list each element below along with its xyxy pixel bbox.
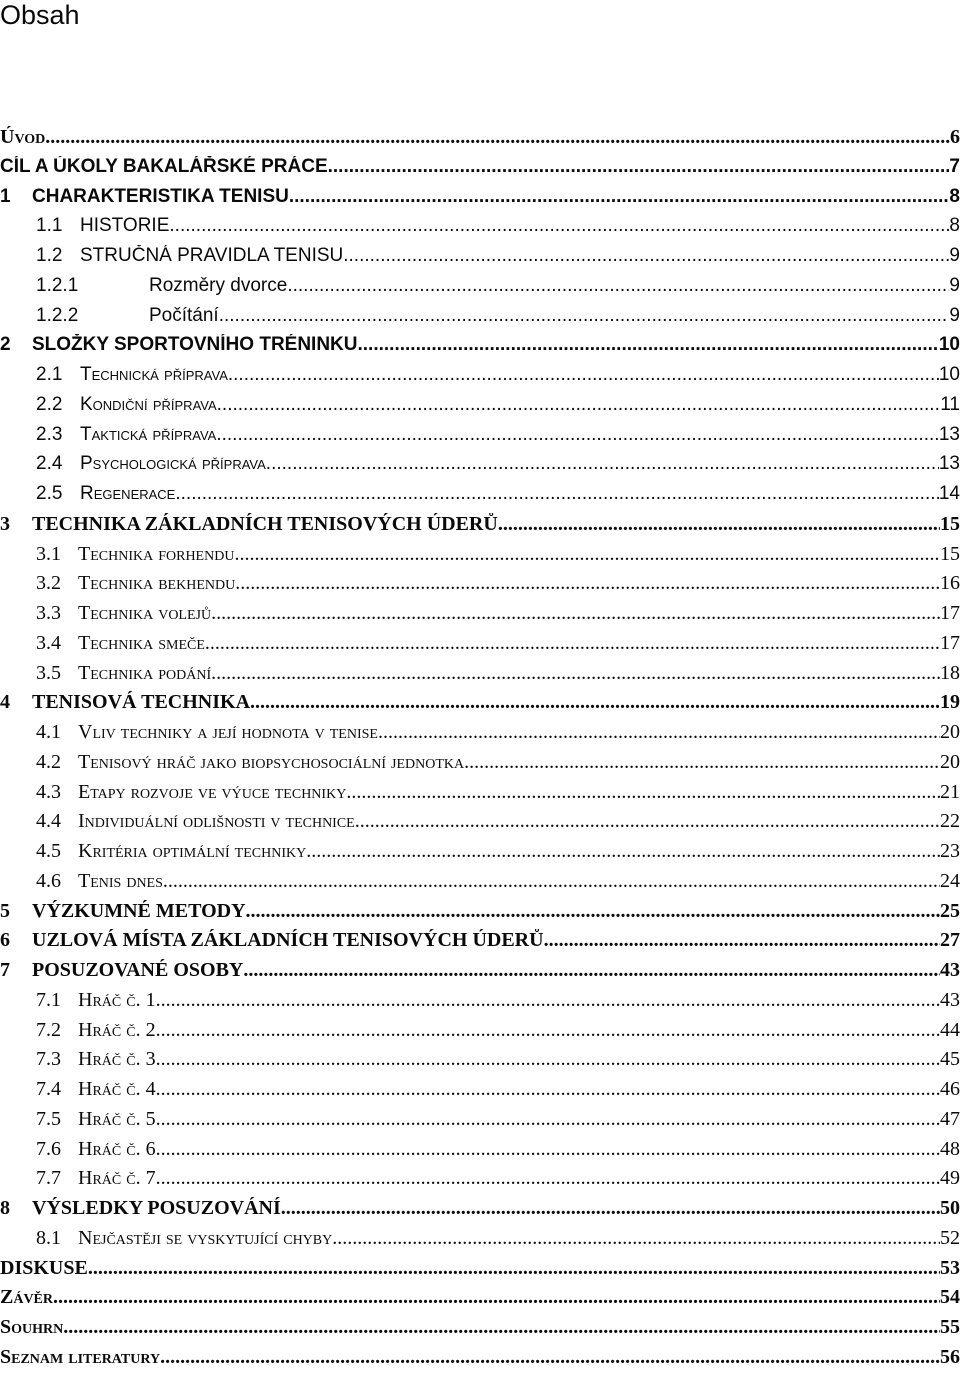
toc-entry-title: Psychologická příprava [80, 453, 266, 475]
toc-page-number: 18 [940, 661, 960, 684]
toc-entry-number: 1.2.1 [36, 274, 79, 296]
toc-entry[interactable] [0, 364, 960, 394]
toc-entry-title: Počítání [149, 304, 219, 326]
toc-entry-number: 6 [0, 929, 10, 952]
toc-page-number: 8 [949, 215, 960, 237]
toc-dot-leader [544, 929, 940, 952]
toc-dot-leader [205, 632, 940, 655]
toc-entry[interactable] [0, 126, 960, 156]
toc-dot-leader [160, 1346, 940, 1369]
toc-entry-number: 3.1 [36, 542, 61, 565]
toc-entry-number: 4.6 [36, 869, 61, 892]
toc-entry[interactable] [0, 186, 960, 216]
toc-entry-number: 7 [0, 959, 10, 981]
toc-entry-title: HISTORIE [80, 215, 170, 237]
toc-entry-number: 4.2 [36, 750, 61, 773]
toc-dot-leader [281, 1197, 940, 1220]
toc-dot-leader [156, 1167, 940, 1190]
toc-entry[interactable] [0, 602, 960, 632]
toc-page-number: 13 [938, 423, 960, 445]
toc-entry-title: Seznam literatury [0, 1345, 161, 1368]
toc-entry[interactable] [0, 1108, 960, 1138]
toc-entry-title: VÝZKUMNÉ METODY [32, 899, 246, 922]
toc-entry-number: 3.3 [36, 602, 61, 624]
toc-dot-leader [234, 543, 940, 566]
toc-entry[interactable] [0, 1346, 960, 1376]
toc-entry-number: 2.3 [36, 423, 63, 445]
toc-page-number: 44 [940, 1018, 960, 1041]
toc-entry-title: Hráč č. 1 [78, 988, 156, 1011]
toc-dot-leader [250, 691, 940, 714]
toc-dot-leader [343, 245, 949, 267]
toc-page-number: 20 [940, 721, 960, 743]
toc-entry[interactable] [0, 156, 960, 186]
toc-page-number: 48 [940, 1137, 960, 1160]
toc-dot-leader [328, 156, 950, 178]
toc-entry-number: 7.5 [36, 1107, 61, 1130]
toc-page-number: 56 [940, 1345, 960, 1368]
toc-dot-leader [266, 453, 939, 475]
toc-page-number: 45 [940, 1048, 960, 1071]
toc-dot-leader [211, 602, 940, 625]
toc-entry-title: Etapy rozvoje ve výuce techniky [78, 780, 347, 803]
toc-entry-title: Individuální odlišnosti v technice [78, 810, 355, 833]
toc-page-number: 8 [949, 185, 960, 207]
toc-dot-leader [378, 721, 940, 744]
toc-dot-leader [346, 781, 940, 804]
toc-entry[interactable] [0, 275, 960, 305]
toc-entry[interactable] [0, 1138, 960, 1168]
toc-entry-number: 7.7 [36, 1167, 61, 1190]
toc-entry-title: Regenerace [80, 483, 176, 504]
toc-entry-number: 2.4 [36, 453, 63, 475]
toc-page-number: 9 [949, 245, 960, 266]
toc-entry[interactable] [0, 929, 960, 959]
toc-entry-title: Nejčastěji se vyskytující chyby [78, 1226, 333, 1249]
toc-page-number: 21 [940, 780, 960, 803]
toc-dot-leader [156, 1138, 940, 1161]
toc-page-number: 53 [940, 1256, 960, 1279]
toc-entry-title: Hráč č. 2 [78, 1018, 156, 1041]
toc-entry[interactable] [0, 721, 960, 751]
toc-entry-title: DISKUSE [0, 1256, 88, 1279]
toc-entry-title: SLOŽKY SPORTOVNÍHO TRÉNINKU [32, 334, 358, 356]
toc-dot-leader [63, 1316, 940, 1339]
toc-entry-title: Vliv techniky a její hodnota v tenise [78, 721, 378, 743]
toc-page-number: 11 [940, 393, 960, 415]
toc-entry-number: 7.3 [36, 1048, 61, 1071]
toc-dot-leader [246, 900, 940, 923]
toc-entry-number: 4.3 [36, 780, 61, 803]
toc-entry[interactable] [0, 1078, 960, 1108]
toc-dot-leader [156, 989, 940, 1012]
toc-entry[interactable] [0, 840, 960, 870]
toc-entry-title: Technika bekhendu [78, 572, 236, 595]
toc-entry-title: VÝSLEDKY POSUZOVÁNÍ [32, 1197, 281, 1219]
toc-entry-title: Hráč č. 4 [78, 1078, 156, 1100]
toc-entry-number: 7.1 [36, 988, 61, 1011]
toc-dot-leader [306, 840, 940, 863]
toc-dot-leader [355, 810, 940, 833]
toc-entry-title: STRUČNÁ PRAVIDLA TENISU [80, 245, 344, 266]
toc-page-number: 52 [940, 1226, 960, 1249]
toc-entry[interactable] [0, 751, 960, 781]
toc-dot-leader [156, 1108, 940, 1131]
toc-entry-number: 5 [0, 899, 10, 922]
toc-page-number: 22 [940, 810, 960, 833]
toc-entry[interactable] [0, 959, 960, 989]
toc-entry[interactable] [0, 453, 960, 483]
toc-page-number: 24 [940, 869, 960, 892]
toc-page-number: 16 [940, 572, 960, 595]
toc-page-number: 9 [949, 304, 960, 326]
toc-page-number: 15 [940, 542, 960, 565]
toc-entry-title: CÍL A ÚKOLY BAKALÁŘSKÉ PRÁCE [0, 155, 328, 177]
toc-dot-leader [289, 186, 950, 208]
toc-entry-title: Technika podání [78, 661, 212, 684]
toc-dot-leader [216, 424, 939, 446]
toc-entry-title: Technická příprava [80, 364, 228, 385]
toc-page-number: 50 [940, 1197, 960, 1219]
toc-entry-number: 1 [0, 185, 11, 207]
toc-entry-title: Hráč č. 6 [78, 1137, 156, 1160]
toc-entry[interactable] [0, 543, 960, 573]
toc-dot-leader [53, 1286, 940, 1309]
toc-entry-number: 3.2 [36, 572, 61, 595]
toc-entry[interactable] [0, 1227, 960, 1257]
toc-entry[interactable] [0, 394, 960, 424]
toc-entry[interactable] [0, 215, 960, 245]
toc-page-number: 55 [940, 1316, 960, 1338]
toc-entry-number: 2.2 [36, 393, 63, 415]
toc-entry-title: Technika volejů [78, 602, 212, 624]
toc-page-number: 54 [940, 1286, 960, 1309]
toc-dot-leader [163, 870, 940, 893]
toc-entry-title: Technika forhendu [78, 542, 235, 565]
toc-entry-number: 8.1 [36, 1226, 61, 1249]
toc-entry[interactable] [0, 691, 960, 721]
toc-dot-leader [175, 483, 939, 505]
toc-entry-number: 7.2 [36, 1018, 61, 1041]
toc-entry-number: 1.2 [36, 245, 63, 266]
table-of-contents [0, 126, 960, 1376]
toc-page-number: 23 [940, 840, 960, 862]
toc-entry-title: Hráč č. 7 [78, 1167, 156, 1190]
toc-entry[interactable] [0, 1019, 960, 1049]
toc-entry-title: Úvod [0, 126, 46, 148]
toc-entry-number: 8 [0, 1197, 10, 1219]
toc-entry[interactable] [0, 632, 960, 662]
toc-page-number: 49 [940, 1167, 960, 1190]
toc-entry-title: Závěr [0, 1286, 54, 1309]
toc-entry-title: Kondiční příprava [80, 393, 217, 415]
toc-entry-title: Souhrn [0, 1316, 64, 1338]
toc-entry[interactable] [0, 1316, 960, 1346]
toc-dot-leader [45, 126, 950, 149]
toc-entry[interactable] [0, 334, 960, 364]
toc-entry-number: 1.1 [36, 215, 63, 237]
toc-entry-title: POSUZOVANÉ OSOBY [32, 959, 244, 981]
toc-entry[interactable] [0, 424, 960, 454]
toc-entry[interactable] [0, 1048, 960, 1078]
toc-dot-leader [211, 662, 940, 685]
toc-entry-title: Kritéria optimální techniky [78, 840, 307, 862]
toc-entry-number: 2.5 [36, 483, 63, 504]
toc-dot-leader [156, 1048, 940, 1071]
toc-dot-leader [332, 1227, 940, 1250]
toc-dot-leader [228, 364, 939, 386]
toc-dot-leader [88, 1257, 940, 1280]
toc-page-number: 17 [940, 631, 960, 654]
toc-entry[interactable] [0, 572, 960, 602]
toc-entry[interactable] [0, 1286, 960, 1316]
toc-page-number: 7 [949, 155, 960, 177]
toc-entry-title: TECHNIKA ZÁKLADNÍCH TENISOVÝCH ÚDERŮ [32, 512, 498, 535]
toc-entry[interactable] [0, 305, 960, 335]
toc-page-number: 46 [940, 1078, 960, 1100]
page-title: Obsah [0, 0, 80, 30]
toc-dot-leader [169, 215, 949, 237]
toc-entry-number: 3.4 [36, 631, 61, 654]
toc-entry[interactable] [0, 989, 960, 1019]
toc-entry-number: 1.2.2 [36, 304, 79, 326]
toc-page-number: 9 [949, 274, 960, 296]
toc-entry-title: TENISOVÁ TECHNIKA [32, 691, 251, 714]
toc-page-number: 15 [940, 512, 960, 535]
toc-entry[interactable] [0, 1257, 960, 1287]
toc-dot-leader [156, 1078, 940, 1101]
toc-entry[interactable] [0, 245, 960, 275]
toc-page-number: 6 [950, 126, 960, 148]
toc-entry-title: Hráč č. 3 [78, 1048, 156, 1071]
toc-dot-leader [464, 751, 940, 774]
toc-entry-number: 4.1 [36, 721, 61, 743]
toc-dot-leader [217, 394, 941, 416]
toc-entry[interactable] [0, 483, 960, 513]
toc-page-number: 43 [940, 988, 960, 1011]
toc-entry-title: Hráč č. 5 [78, 1107, 156, 1130]
toc-dot-leader [235, 572, 940, 595]
toc-entry[interactable] [0, 1167, 960, 1197]
toc-entry-number: 7.4 [36, 1078, 61, 1100]
toc-entry[interactable] [0, 1197, 960, 1227]
toc-dot-leader [358, 334, 939, 356]
toc-entry-number: 3.5 [36, 661, 61, 684]
toc-page-number: 19 [940, 691, 960, 714]
toc-entry-title: UZLOVÁ MÍSTA ZÁKLADNÍCH TENISOVÝCH ÚDERŮ [32, 929, 544, 952]
toc-entry[interactable] [0, 662, 960, 692]
toc-entry-number: 4.4 [36, 810, 61, 833]
toc-entry[interactable] [0, 900, 960, 930]
toc-entry-number: 4.5 [36, 840, 61, 862]
toc-entry-number: 2.1 [36, 364, 63, 385]
toc-entry[interactable] [0, 870, 960, 900]
toc-entry-title: Rozměry dvorce [149, 274, 288, 296]
toc-page-number: 27 [940, 929, 960, 952]
toc-page-number: 10 [938, 364, 960, 385]
toc-page-number: 17 [940, 602, 960, 624]
toc-entry[interactable] [0, 781, 960, 811]
toc-entry-title: Taktická příprava [80, 423, 217, 445]
toc-page-number: 20 [940, 750, 960, 773]
toc-entry-number: 7.6 [36, 1137, 61, 1160]
toc-page-number: 43 [940, 959, 960, 981]
toc-dot-leader [498, 513, 940, 536]
toc-page-number: 10 [938, 334, 960, 356]
toc-entry-title: CHARAKTERISTIKA TENISU [32, 185, 289, 207]
toc-page-number: 47 [940, 1107, 960, 1130]
toc-entry-number: 2 [0, 334, 11, 356]
toc-dot-leader [287, 275, 949, 297]
toc-entry[interactable] [0, 810, 960, 840]
toc-entry-number: 4 [0, 691, 10, 714]
toc-entry-title: Tenis dnes [78, 869, 163, 892]
toc-dot-leader [243, 959, 940, 982]
toc-page-number: 25 [940, 899, 960, 922]
toc-page-number: 14 [938, 483, 960, 504]
toc-entry-title: Tenisový hráč jako biopsychosociální jednotka [78, 750, 465, 773]
toc-entry-title: Technika smeče [78, 631, 205, 654]
toc-dot-leader [219, 305, 950, 327]
toc-entry-number: 3 [0, 512, 10, 535]
toc-dot-leader [156, 1019, 940, 1042]
toc-page-number: 13 [938, 453, 960, 475]
toc-entry[interactable] [0, 513, 960, 543]
